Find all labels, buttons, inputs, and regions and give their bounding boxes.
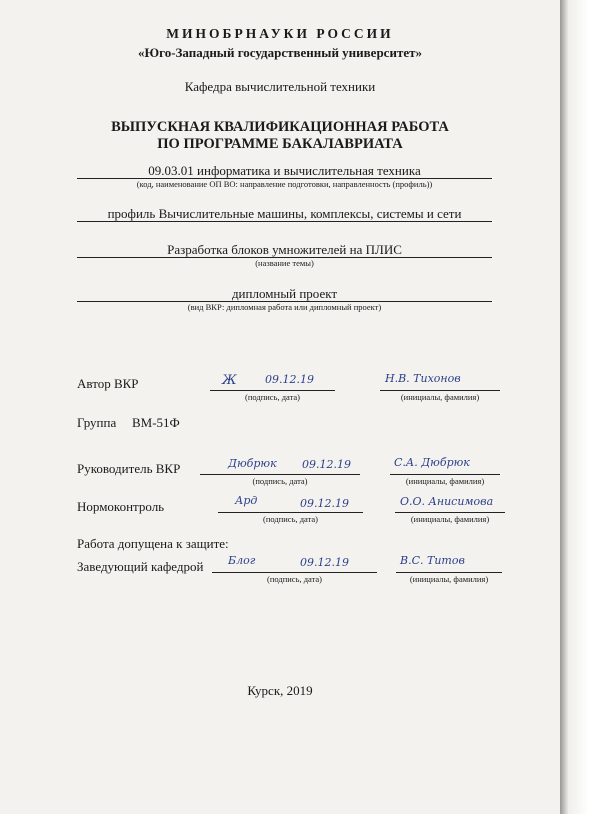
document-title-line2: ПО ПРОГРАММЕ БАКАЛАВРИАТА [157, 136, 403, 152]
head-name-line [396, 572, 502, 584]
department-name: Кафедра вычислительной техники [184, 79, 376, 94]
direction-caption: (код, наименование ОП ВО: направление подготовки, направленность (профиль)) [136, 179, 433, 189]
head-sign-caption: (подпись, дата) [266, 574, 322, 584]
author-name-line [380, 390, 500, 402]
normcontrol-name-handwritten: О.О. Анисимова [400, 495, 494, 508]
supervisor-sign-caption: (подпись, дата) [252, 476, 308, 486]
ministry-name: МИНОБРНАУКИ РОССИИ [166, 26, 394, 41]
author-sign-date: 09.12.19 [265, 373, 314, 386]
profile-field [77, 206, 492, 222]
author-name-caption: (инициалы, фамилия) [400, 392, 480, 402]
page-edge-shadow [560, 0, 589, 814]
author-signature-line [210, 390, 335, 402]
normcontrol-name-caption: (инициалы, фамилия) [410, 514, 490, 524]
profile-underline [77, 221, 492, 222]
supervisor-sign-date: 09.12.19 [302, 458, 351, 471]
type-field [77, 286, 492, 313]
university-name: «Юго-Западный государственный университет» [138, 45, 422, 60]
supervisor-name-line [390, 474, 500, 486]
profile-value: профиль Вычислительные машины, комплексы, системы и сети [107, 206, 462, 221]
author-label: Автор ВКР [77, 376, 139, 391]
normcontrol-signature-mark: Ард [235, 494, 258, 507]
head-label: Заведующий кафедрой [77, 559, 204, 574]
head-signature-mark: Блог [228, 554, 256, 567]
head-sign-date: 09.12.19 [300, 556, 349, 569]
topic-caption: (название темы) [255, 258, 314, 268]
author-sign-caption: (подпись, дата) [244, 392, 300, 402]
group-value: ВМ-51Ф [132, 415, 180, 430]
type-value: дипломный проект [231, 286, 338, 301]
normcontrol-label: Нормоконтроль [77, 499, 165, 514]
head-signature-line [212, 572, 377, 584]
normcontrol-sign-caption: (подпись, дата) [262, 514, 318, 524]
head-name-handwritten: В.С. Титов [400, 554, 465, 567]
topic-field [77, 242, 492, 269]
topic-value: Разработка блоков умножителей на ПЛИС [167, 242, 402, 257]
city-year: Курск, 2019 [247, 683, 313, 698]
admitted-label: Работа допущена к защите: [77, 536, 229, 551]
direction-field [77, 163, 492, 190]
normcontrol-sign-date: 09.12.19 [300, 497, 349, 510]
normcontrol-name-line [395, 512, 505, 524]
author-signature-mark: Ж [222, 373, 237, 388]
author-name-handwritten: Н.В. Тихонов [385, 372, 461, 385]
document-title-line1: ВЫПУСКНАЯ КВАЛИФИКАЦИОННАЯ РАБОТА [111, 119, 449, 135]
supervisor-signature-mark: Дюбрюк [228, 457, 277, 470]
type-caption: (вид ВКР: дипломная работа или дипломный проект) [187, 302, 382, 312]
supervisor-name-caption: (инициалы, фамилия) [405, 476, 485, 486]
head-name-caption: (инициалы, фамилия) [409, 574, 489, 584]
group-label: Группа [77, 415, 117, 430]
supervisor-label: Руководитель ВКР [77, 461, 181, 476]
normcontrol-signature-line [218, 512, 363, 524]
supervisor-signature-line [200, 474, 360, 486]
supervisor-name-handwritten: С.А. Дюбрюк [394, 456, 470, 469]
direction-value: 09.03.01 информатика и вычислительная техника [148, 163, 421, 178]
